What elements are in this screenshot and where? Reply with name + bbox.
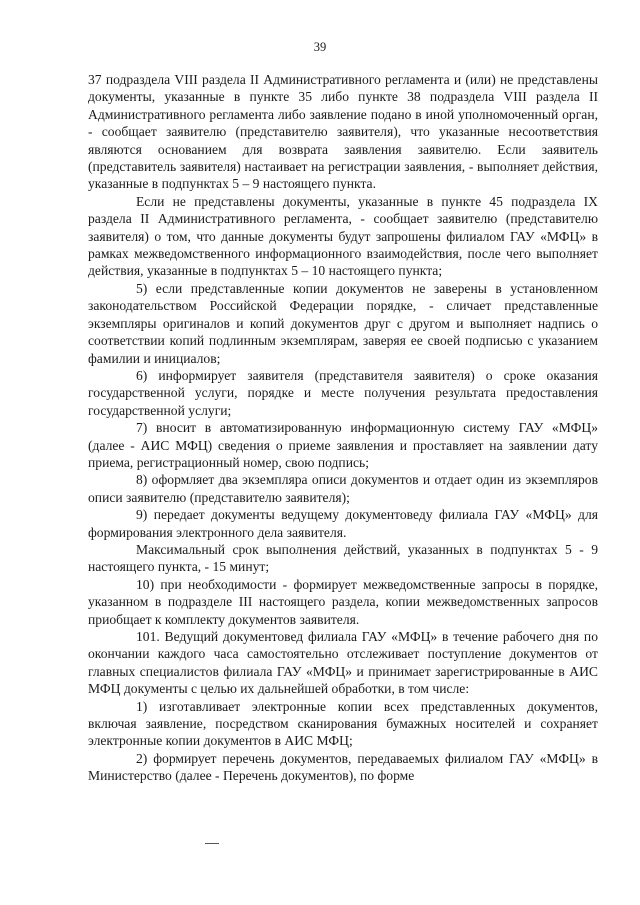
paragraph: 9) передает документы ведущему документоведу филиала ГАУ «МФЦ» для формирования электронного дела заявителя. xyxy=(88,507,598,540)
paragraph: 101. Ведущий документовед филиала ГАУ «МФЦ» в течение рабочего дня по окончании каждого часа самостоятельно отслеживает поступление документов от главных специалистов филиала ГАУ «МФЦ» и принимает зарегистрированные в АИС МФЦ документы с целью их дальнейшей обработки, в том числе: xyxy=(88,629,598,697)
paragraph: 37 подраздела VIII раздела II Административного регламента и (или) не представлены документы, указанные в пункте 35 либо пункте 38 подраздела VIII раздела II Административного регламента либо заявление подано в иной уполномоченный орган, - сообщает заявителю (представителю заявителя), что указанные несоответствия являются основанием для возврата заявления заявителю. Если заявитель (представитель заявителя) настаивает на регистрации заявления, - выполняет действия, указанные в подпунктах 5 – 9 настоящего пункта. xyxy=(88,72,598,192)
footer-mark xyxy=(205,843,219,844)
paragraph: 10) при необходимости - формирует межведомственные запросы в порядке, указанном в подразделе III настоящего раздела, копии межведомственных запросов приобщает к комплекту документов заявителя. xyxy=(88,576,598,627)
paragraph: 6) информирует заявителя (представителя заявителя) о сроке оказания государственной услуги, порядке и месте получения результата предоставления государственной услуги; xyxy=(88,367,598,418)
paragraph: 2) формирует перечень документов, передаваемых филиалом ГАУ «МФЦ» в Министерство (далее - Перечень документов), по форме xyxy=(88,750,598,784)
paragraph: Максимальный срок выполнения действий, указанных в подпунктах 5 - 9 настоящего пункта, - 15 минут; xyxy=(88,541,598,575)
page-number: 39 xyxy=(313,40,327,54)
paragraph: 1) изготавливает электронные копии всех представленных документов, включая заявление, посредством сканирования бумажных носителей и сохраняет электронные копии документов в АИС МФЦ; xyxy=(88,698,598,749)
paragraph: 7) вносит в автоматизированную информационную систему ГАУ «МФЦ» (далее - АИС МФЦ) сведения о приеме заявления и проставляет на заявлении дату приема, регистрационный номер, свою подпись; xyxy=(88,420,598,470)
paragraph: 5) если представленные копии документов не заверены в установленном законодательством Российской Федерации порядке, - сличает представленные экземпляры оригиналов и копий документов друг с другом и выполняет надпись о соответствии копий подлинным экземплярам, заверяя ее своей подписью с указанием фамилии и инициалов; xyxy=(88,280,598,366)
body-text xyxy=(88,71,598,785)
paragraph: 8) оформляет два экземпляра описи документов и отдает один из экземпляров описи заявителю (представителю заявителя); xyxy=(88,472,598,505)
paragraph: Если не представлены документы, указанные в пункте 45 подраздела IX раздела II Административного регламента, - сообщает заявителю (представителю заявителя) о том, что данные документы будут запрошены филиалом ГАУ «МФЦ» в рамках межведомственного информационного взаимодействия, после чего выполняет действия, указанные в подпунктах 5 – 10 настоящего пункта; xyxy=(88,193,598,279)
